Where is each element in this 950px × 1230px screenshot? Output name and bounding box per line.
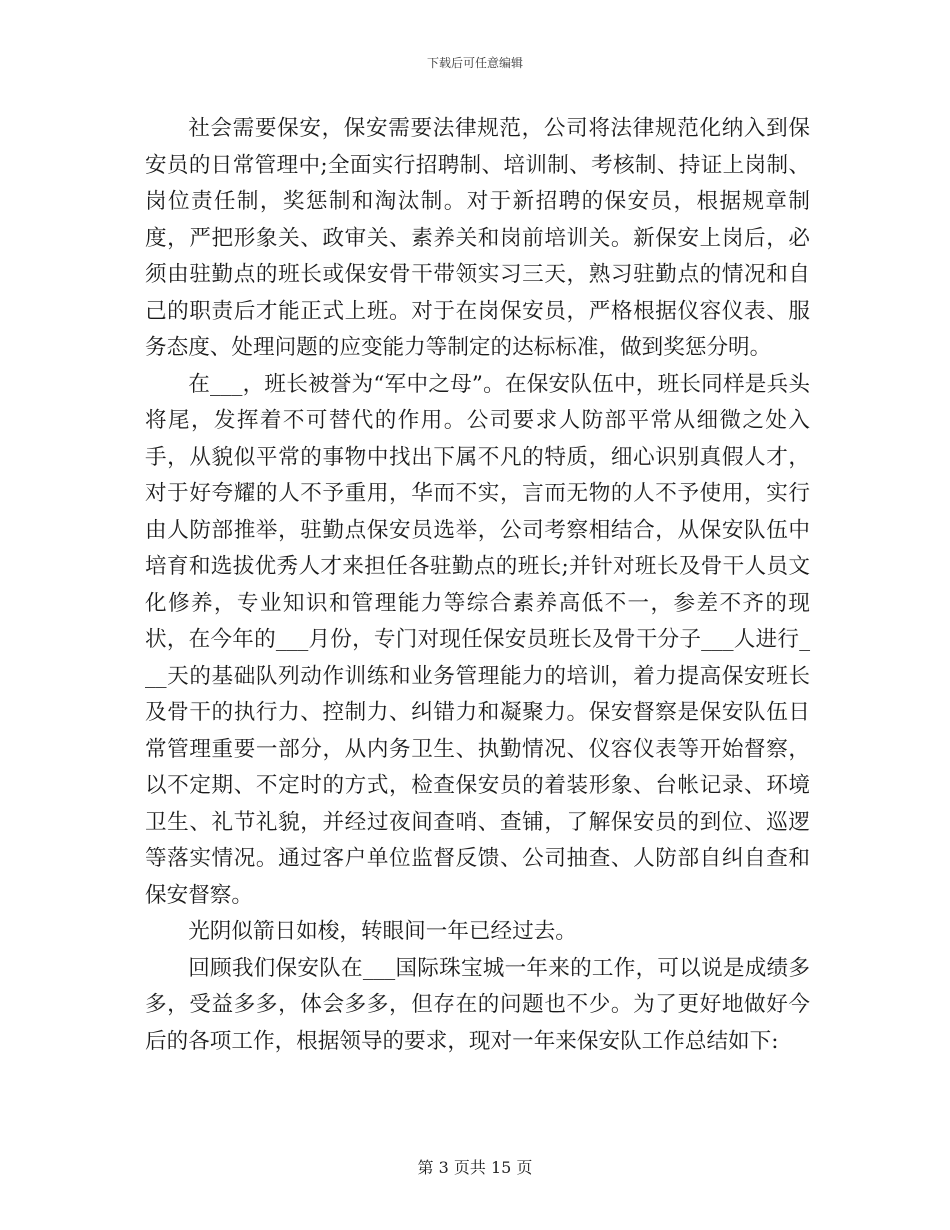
paragraph-2: 在___，班长被誉为“军中之母”。在保安队伍中，班长同样是兵头将尾，发挥着不可替代的作用。公司要求人防部平常从细微之处入手，从貌似平常的事物中找出下属不凡的特质，细心识别真假人才，对于好夸耀的人不予重用，华而不实，言而无物的人不予使用，实行由人防部推举，驻勤点保安员选举，公司考察相结合，从保安队伍中培育和选拔优秀人才来担任各驻勤点的班长;并针对班长及骨干人员文化修养，专业知识和管理能力等综合素养高低不一，参差不齐的现状，在今年的___月份，专门对现任保安员班长及骨干分子___人进行___天的基础队列动作训练和业务管理能力的培训，着力提高保安班长及骨干的执行力、控制力、纠错力和凝聚力。保安督察是保安队伍日常管理重要一部分，从内务卫生、执勤情况、仪容仪表等开始督察，以不定期、不定时的方式，检查保安员的着装形象、台帐记录、环境卫生、礼节礼貌，并经过夜间查哨、查铺，了解保安员的到位、巡逻等落实情况。通过客户单位监督反馈、公司抽查、人防部自纠自查和保安督察。 [145,371,810,908]
page-footer: 第 3 页共 15 页 [417,1158,533,1177]
paragraph-3: 光阴似箭日如梭，转眼间一年已经过去。 [188,919,577,944]
document-body [145,111,810,1060]
paragraph-4: 回顾我们保安队在___国际珠宝城一年来的工作，可以说是成绩多多，受益多多，体会多多，但存在的问题也不少。为了更好地做好今后的各项工作，根据领导的要求，现对一年来保安队工作总结如下: [145,955,810,1054]
paragraph-1: 社会需要保安，保安需要法律规范，公司将法律规范化纳入到保安员的日常管理中;全面实行招聘制、培训制、考核制、持证上岗制、岗位责任制，奖惩制和淘汰制。对于新招聘的保安员，根据规章制度，严把形象关、政审关、素养关和岗前培训关。新保安上岗后，必须由驻勤点的班长或保安骨干带领实习三天，熟习驻勤点的情况和自己的职责后才能正式上班。对于在岗保安员，严格根据仪容仪表、服务态度、处理问题的应变能力等制定的达标标准，做到奖惩分明。 [145,116,810,360]
page-header: 下载后可任意编辑 [426,56,523,70]
